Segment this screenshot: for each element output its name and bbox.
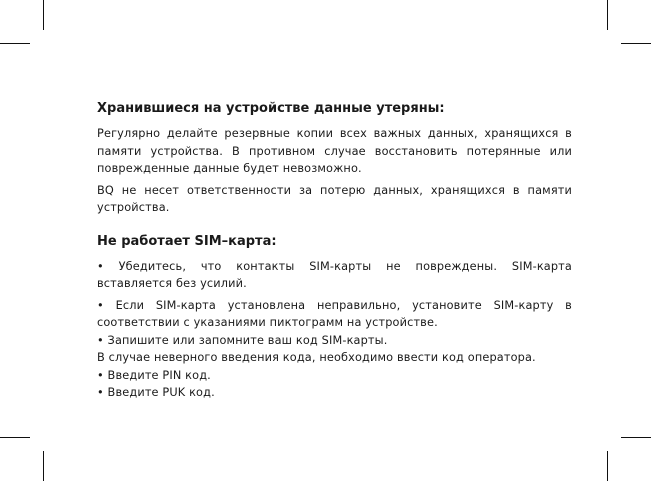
section-heading: Хранившиеся на устройстве данные утеряны: xyxy=(97,101,445,116)
crop-mark-top-right-horizontal xyxy=(621,43,651,44)
crop-mark-top-right-vertical xyxy=(607,0,608,30)
section-sim-not-working xyxy=(97,233,572,402)
crop-mark-bottom-right-horizontal xyxy=(621,437,651,438)
page-content xyxy=(97,100,572,402)
bullet-item: • Если SIM-карта установлена неправильно, установите SIM-карту в соответствии с указаниями пиктограмм на устройстве. xyxy=(97,298,572,329)
section-data-lost xyxy=(97,100,572,217)
crop-mark-bottom-right-vertical xyxy=(607,451,608,481)
crop-mark-top-left-vertical xyxy=(43,0,44,30)
crop-mark-top-left-horizontal xyxy=(0,43,30,44)
bullet-item: • Убедитесь, что контакты SIM-карты не повреждены. SIM-карта вставляется без усилий. xyxy=(97,259,572,290)
crop-mark-bottom-left-vertical xyxy=(43,451,44,481)
bullet-item: • Запишите или запомните ваш код SIM-карты. xyxy=(97,333,388,347)
crop-mark-bottom-left-horizontal xyxy=(0,437,30,438)
paragraph: В случае неверного введения кода, необходимо ввести код оператора. xyxy=(97,351,536,364)
section-heading: Не работает SIM–карта: xyxy=(97,233,277,249)
bullet-item: • Введите PUK код. xyxy=(97,386,215,399)
bullet-item: • Введите PIN код. xyxy=(97,368,211,382)
paragraph: Регулярно делайте резервные копии всех важных данных, хранящихся в памяти устройства. В противном случае восстановить потерянные или поврежденные данные будет невозможно. xyxy=(97,127,572,175)
paragraph: BQ не несет ответственности за потерю данных, хранящихся в памяти устройства. xyxy=(97,183,572,214)
